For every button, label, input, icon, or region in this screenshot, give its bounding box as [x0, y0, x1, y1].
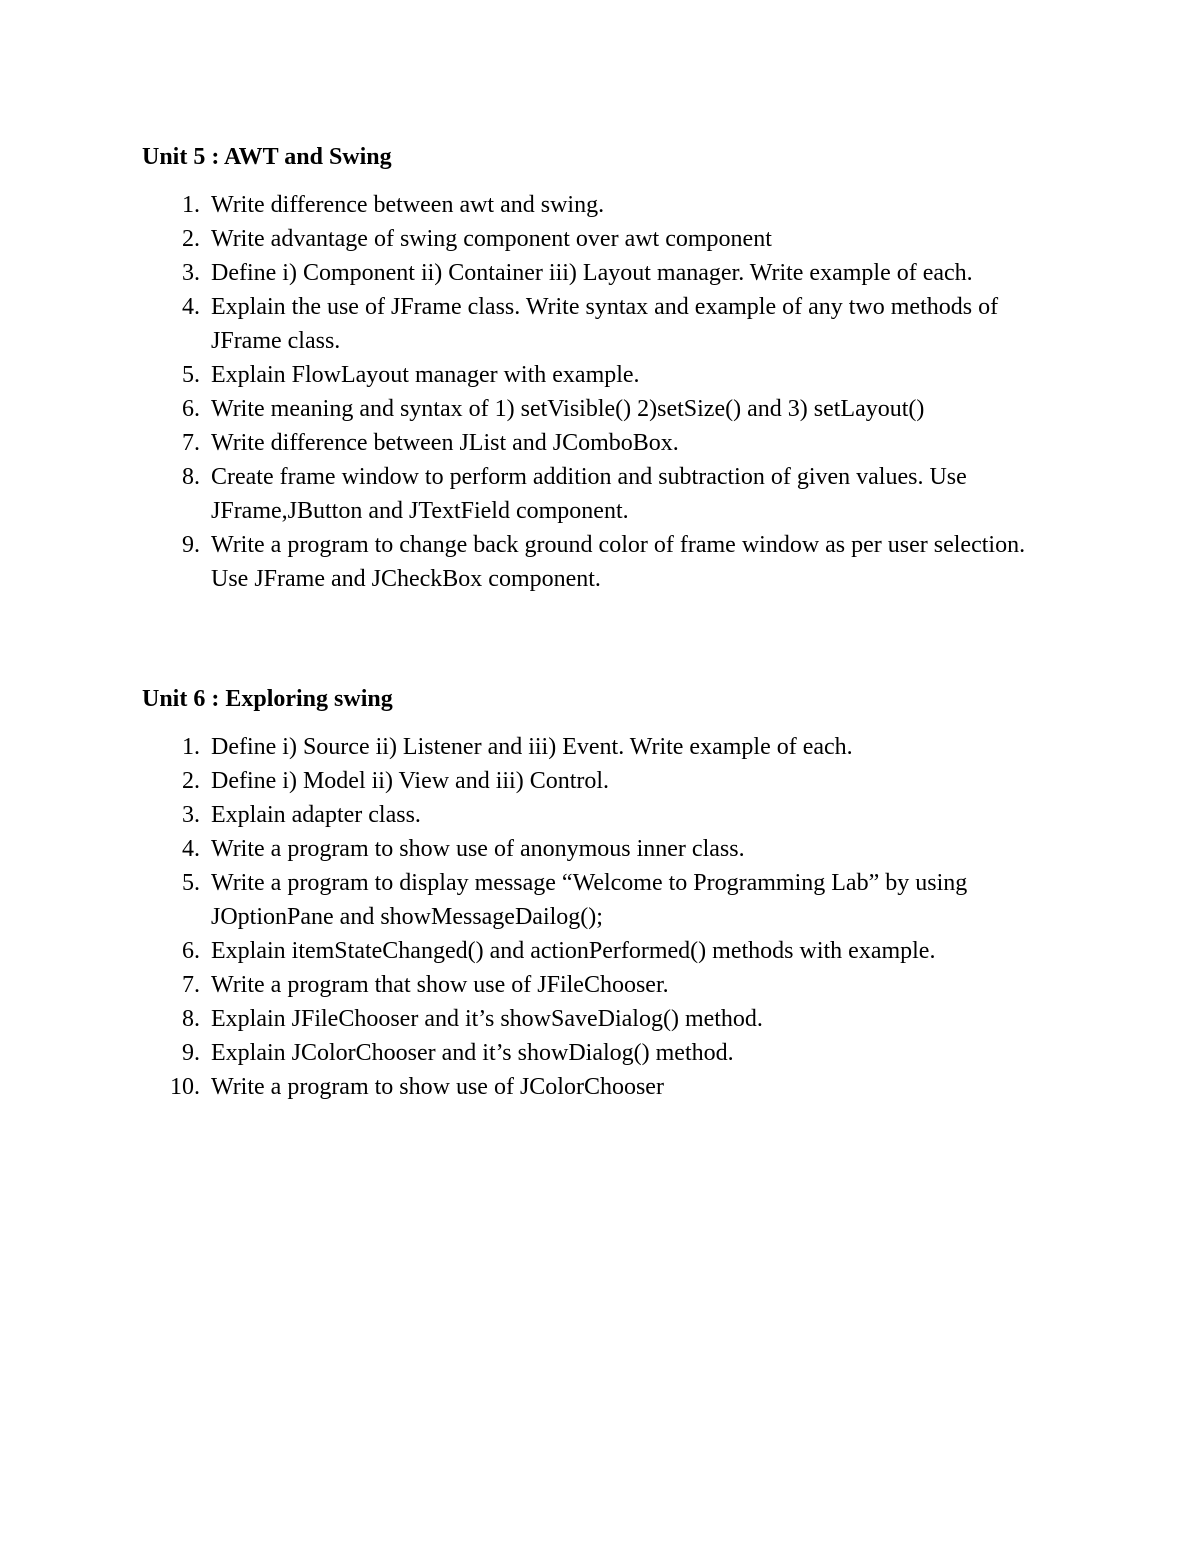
- item-number: 3.: [182, 802, 200, 828]
- unit-5-section: [142, 140, 1062, 596]
- list-item: [142, 798, 1062, 832]
- item-number: 6.: [182, 396, 200, 422]
- list-item: [142, 934, 1062, 968]
- item-text: Define i) Model ii) View and iii) Control.: [211, 768, 610, 794]
- list-item: [142, 222, 1062, 256]
- list-item: [142, 832, 1062, 866]
- list-item: [142, 290, 1062, 358]
- item-text: Explain the use of JFrame class. Write syntax and example of any two methods of JFrame class.: [211, 294, 999, 354]
- item-text: Explain adapter class.: [211, 802, 421, 828]
- list-item: [142, 764, 1062, 798]
- item-number: 7.: [182, 430, 200, 456]
- list-item: [142, 256, 1062, 290]
- item-number: 9.: [182, 532, 200, 558]
- item-text: Write difference between JList and JComboBox.: [211, 430, 679, 456]
- list-item: [142, 426, 1062, 460]
- list-item: [142, 358, 1062, 392]
- item-number: 5.: [182, 362, 200, 388]
- unit-6-section: [142, 682, 1062, 1104]
- item-number: 6.: [182, 938, 200, 964]
- item-text: Explain JFileChooser and it’s showSaveDialog() method.: [211, 1006, 763, 1032]
- item-number: 7.: [182, 972, 200, 998]
- list-item: [142, 188, 1062, 222]
- item-text: Define i) Source ii) Listener and iii) Event. Write example of each.: [211, 734, 853, 760]
- item-text: Write a program to change back ground color of frame window as per user selection. Use JFrame and JCheckBox component.: [211, 532, 1026, 592]
- list-item: [142, 968, 1062, 1002]
- item-number: 4.: [182, 294, 200, 320]
- item-number: 10.: [170, 1074, 200, 1100]
- item-number: 3.: [182, 260, 200, 286]
- item-number: 9.: [182, 1040, 200, 1066]
- item-number: 8.: [182, 1006, 200, 1032]
- item-number: 8.: [182, 464, 200, 490]
- unit-6-question-list: [142, 730, 1062, 1104]
- item-text: Create frame window to perform addition and subtraction of given values. Use JFrame,JButton and JTextField component.: [211, 464, 967, 524]
- list-item: [142, 1036, 1062, 1070]
- item-number: 5.: [182, 870, 200, 896]
- item-text: Write difference between awt and swing.: [211, 192, 605, 218]
- item-text: Write a program to display message “Welcome to Programming Lab” by using JOptionPane and showMessageDailog();: [211, 870, 968, 930]
- list-item: [142, 730, 1062, 764]
- item-text: Explain itemStateChanged() and actionPerformed() methods with example.: [211, 938, 936, 964]
- list-item: [142, 460, 1062, 528]
- item-text: Write a program to show use of anonymous inner class.: [211, 836, 745, 862]
- item-number: 1.: [182, 192, 200, 218]
- unit-6-heading: Unit 6 : Exploring swing: [142, 686, 393, 712]
- list-item: [142, 1070, 1062, 1104]
- list-item: [142, 866, 1062, 934]
- item-text: Explain JColorChooser and it’s showDialog() method.: [211, 1040, 734, 1066]
- item-number: 4.: [182, 836, 200, 862]
- item-number: 1.: [182, 734, 200, 760]
- item-text: Write meaning and syntax of 1) setVisible() 2)setSize() and 3) setLayout(): [211, 396, 925, 422]
- item-text: Define i) Component ii) Container iii) Layout manager. Write example of each.: [211, 260, 973, 286]
- item-text: Explain FlowLayout manager with example.: [211, 362, 640, 388]
- item-text: Write advantage of swing component over awt component: [211, 226, 772, 252]
- item-text: Write a program that show use of JFileChooser.: [211, 972, 669, 998]
- unit-5-heading: Unit 5 : AWT and Swing: [142, 144, 392, 170]
- item-number: 2.: [182, 768, 200, 794]
- item-number: 2.: [182, 226, 200, 252]
- unit-5-question-list: [142, 188, 1062, 596]
- item-text: Write a program to show use of JColorChooser: [211, 1074, 664, 1100]
- list-item: [142, 528, 1062, 596]
- list-item: [142, 1002, 1062, 1036]
- list-item: [142, 392, 1062, 426]
